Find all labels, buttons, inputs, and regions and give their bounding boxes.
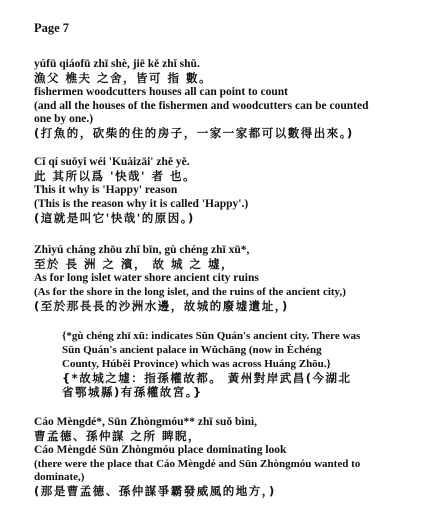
chinese-line: 至於 長 洲 之 濱， 故 城 之 墟， (34, 257, 235, 271)
pinyin-line: Cǐ qí suǒyǐ wéi 'Kuàizāi' zhě yě. (34, 156, 190, 168)
translation-line: (This is the reason why it is called 'Happy'.) (34, 198, 249, 210)
translation-line: one by one.) (34, 113, 94, 125)
translation-line: (there were the place that Cáo Mèngdé and Sūn Zhòngmóu wanted to (34, 458, 361, 470)
pinyin-line: Cáo Mèngdé*, Sūn Zhòngmóu** zhī suǒ bìnì, (34, 416, 258, 428)
gloss-line: This it why is 'Happy' reason (34, 184, 178, 196)
chinese-line: 此 其所以爲 '快哉' 者 也。 (34, 169, 197, 183)
note-line: Sūn Quán's ancient palace in Wǔchāng (now in Èchéng (62, 344, 322, 356)
chinese-translation-line: (那是曹孟德、孫仲謀爭霸發威風的地方，) (34, 484, 276, 498)
chinese-translation-line: (打魚的，砍柴的住的房子，一家一家都可以數得出來。) (34, 126, 354, 140)
page-title: Page 7 (34, 21, 70, 35)
chinese-translation-line: (至於那長長的沙洲水邊，故城的廢墟遺址，) (34, 299, 289, 313)
note-line: County, Húběi Province) which was across Huáng Zhōu.} (62, 358, 331, 370)
chinese-line: 曹孟德、孫仲謀 之所 睥睨， (34, 429, 202, 443)
note-line: {*gù chéng zhī xū: indicates Sūn Quán's ancient city. There was (62, 330, 361, 342)
chinese-translation-line: (這就是叫它'快哉'的原因。) (34, 211, 195, 225)
chinese-line: 漁父 樵夫 之舍，皆可 指 數。 (34, 71, 213, 85)
translation-line: (and all the houses of the fishermen and woodcutters can be counted (34, 100, 369, 112)
translation-line: (As for the shore in the long islet, and the ruins of the ancient city,) (34, 286, 346, 298)
gloss-line: As for long islet water shore ancient city ruins (34, 272, 259, 284)
translation-line: dominate,) (34, 471, 85, 483)
note-chinese-line: 省鄂城縣)有孫權故宮。} (62, 385, 203, 399)
gloss-line: Cáo Mèngdé Sūn Zhòngmóu place dominating look (34, 444, 287, 456)
pinyin-line: Zhìyú cháng zhōu zhī bīn, gù chéng zhī xū*, (34, 244, 250, 256)
note-chinese-line: {*故城之墟：指孫權故都。 黃州對岸武昌(今湖北 (62, 371, 352, 385)
pinyin-line: yúfū qiáofū zhī shè, jiē kě zhǐ shǔ. (34, 58, 200, 70)
gloss-line: fishermen woodcutters houses all can point to count (34, 86, 288, 98)
